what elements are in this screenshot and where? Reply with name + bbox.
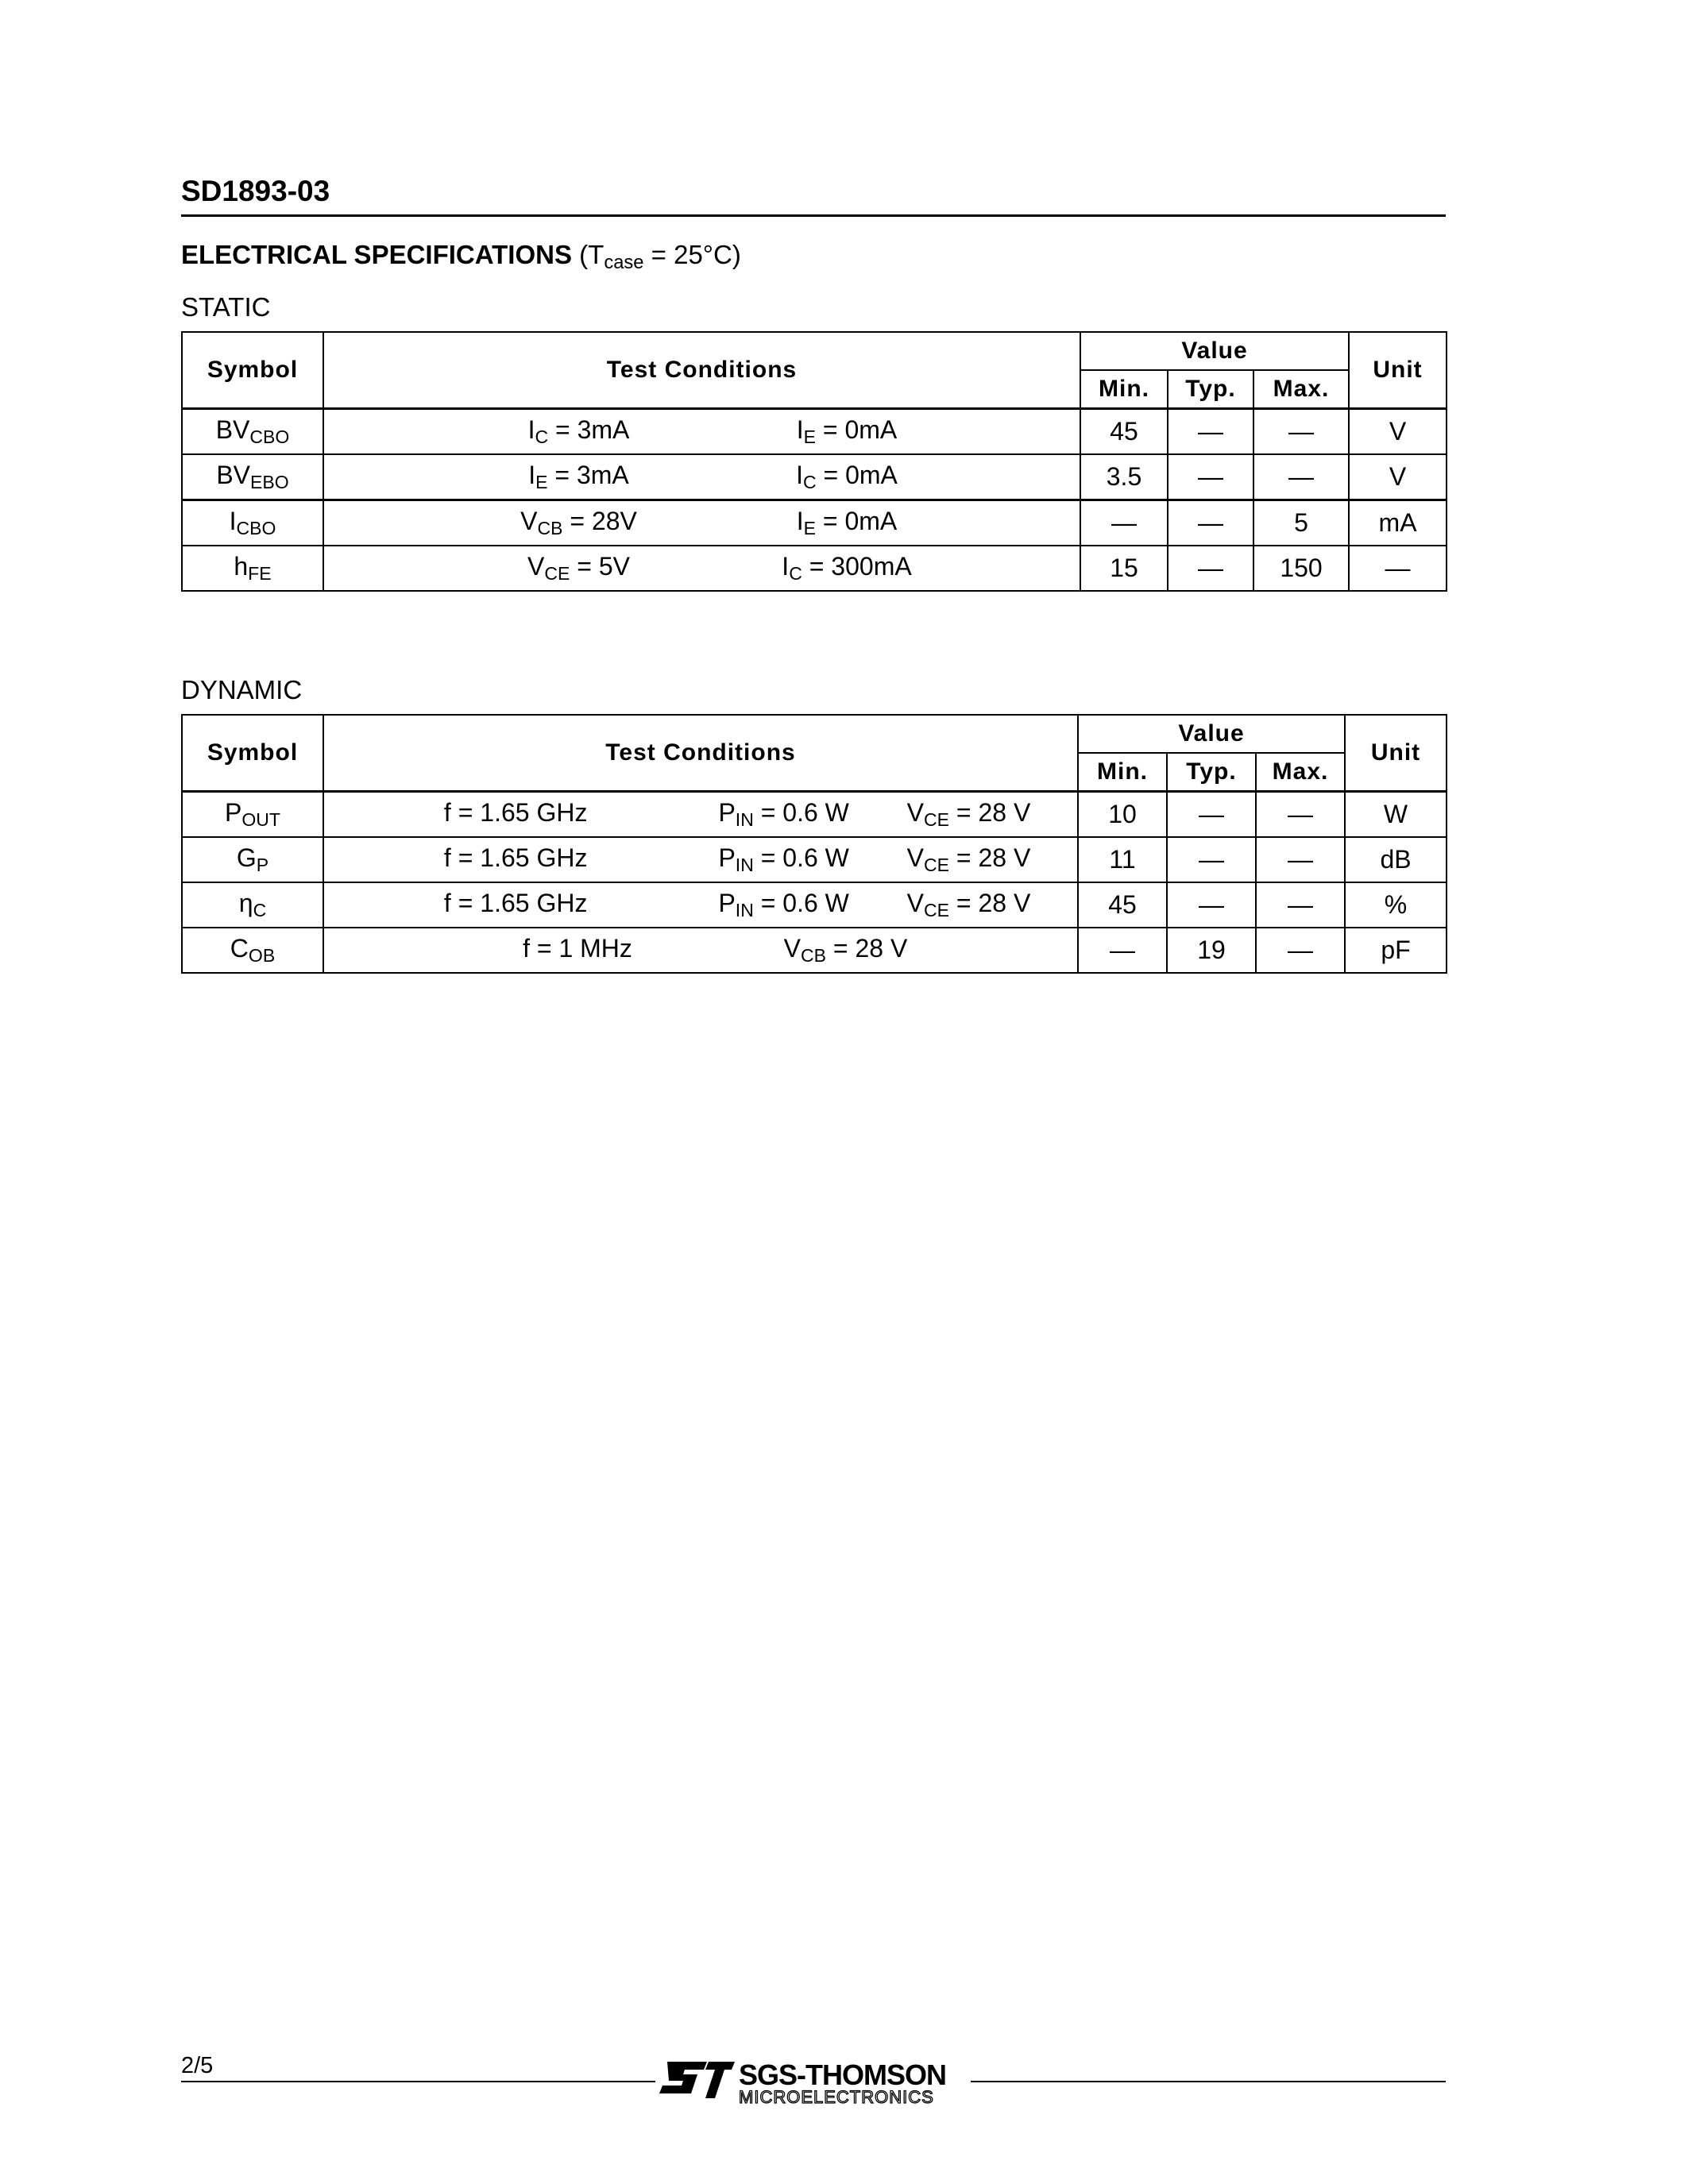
static-table bbox=[181, 331, 1447, 592]
symbol-cell: $BV_{EBO}$ bbox=[182, 454, 323, 500]
dynamic-table bbox=[181, 714, 1447, 974]
header-rule bbox=[181, 214, 1446, 217]
min-cell: 3.5 bbox=[1080, 454, 1168, 500]
conditions-cell: f = 1.65 GHz $P_{IN} = 0.6$ W $V_{CE} = 28$ V bbox=[323, 791, 1078, 837]
max-cell: — bbox=[1256, 837, 1345, 882]
unit-cell: — bbox=[1349, 546, 1447, 591]
conditions-cell: $V_{CE} = 5V$ $I_C = 300mA$ bbox=[323, 546, 1080, 591]
col-typ: Typ. bbox=[1167, 753, 1256, 791]
col-test-conditions: Test Conditions bbox=[323, 715, 1078, 791]
min-cell: 45 bbox=[1078, 882, 1167, 928]
unit-cell: V bbox=[1349, 454, 1447, 500]
min-cell: 15 bbox=[1080, 546, 1168, 591]
page-number: 2/5 bbox=[181, 2053, 214, 2078]
unit-cell: V bbox=[1349, 408, 1447, 454]
logo-name: SGS-THOMSON bbox=[739, 2059, 947, 2091]
min-cell: — bbox=[1078, 928, 1167, 973]
typ-cell: — bbox=[1167, 791, 1256, 837]
dynamic-label: DYNAMIC bbox=[181, 675, 303, 704]
max-cell: — bbox=[1256, 928, 1345, 973]
symbol-cell: $\eta_C$ bbox=[182, 882, 323, 928]
col-max: Max. bbox=[1256, 753, 1345, 791]
col-max: Max. bbox=[1253, 370, 1349, 408]
col-test-conditions: Test Conditions bbox=[323, 332, 1080, 408]
typ-cell: — bbox=[1168, 408, 1253, 454]
typ-cell: 19 bbox=[1167, 928, 1256, 973]
col-unit: Unit bbox=[1345, 715, 1447, 791]
max-cell: — bbox=[1256, 791, 1345, 837]
section-title bbox=[181, 240, 741, 274]
min-cell: 10 bbox=[1078, 791, 1167, 837]
table-row bbox=[182, 546, 1447, 591]
min-cell: 45 bbox=[1080, 408, 1168, 454]
unit-cell: W bbox=[1345, 791, 1447, 837]
typ-cell: — bbox=[1168, 500, 1253, 546]
conditions-cell: $I_C = 3mA$ $I_E = 0mA$ bbox=[323, 408, 1080, 454]
typ-cell: — bbox=[1168, 546, 1253, 591]
typ-cell: — bbox=[1167, 837, 1256, 882]
col-min: Min. bbox=[1080, 370, 1168, 408]
footer-rule-left bbox=[181, 2081, 655, 2082]
conditions-cell: f = 1.65 GHz $P_{IN} = 0.6$ W $V_{CE} = 28$ V bbox=[323, 882, 1078, 928]
col-value: Value bbox=[1078, 715, 1345, 753]
max-cell: — bbox=[1253, 408, 1349, 454]
min-cell: — bbox=[1080, 500, 1168, 546]
conditions-cell: $V_{CB} = 28V$ $I_E = 0mA$ bbox=[323, 500, 1080, 546]
symbol-cell: $I_{CBO}$ bbox=[182, 500, 323, 546]
max-cell: — bbox=[1256, 882, 1345, 928]
section-title-main: ELECTRICAL SPECIFICATIONS bbox=[181, 240, 572, 269]
static-label: STATIC bbox=[181, 292, 271, 322]
unit-cell: mA bbox=[1349, 500, 1447, 546]
conditions-cell: $I_E = 3mA$ $I_C = 0mA$ bbox=[323, 454, 1080, 500]
col-symbol: Symbol bbox=[182, 715, 323, 791]
table-row bbox=[182, 837, 1447, 882]
table-row bbox=[182, 500, 1447, 546]
conditions-cell: f = 1 MHz $V_{CB} = 28$ V bbox=[323, 928, 1078, 973]
col-unit: Unit bbox=[1349, 332, 1447, 408]
st-logo-icon bbox=[659, 2062, 735, 2101]
col-typ: Typ. bbox=[1168, 370, 1253, 408]
table-row bbox=[182, 791, 1447, 837]
footer-rule-right bbox=[971, 2081, 1446, 2082]
symbol-cell: $G_P$ bbox=[182, 837, 323, 882]
col-min: Min. bbox=[1078, 753, 1167, 791]
table-row bbox=[182, 882, 1447, 928]
symbol-cell: $BV_{CBO}$ bbox=[182, 408, 323, 454]
max-cell: 5 bbox=[1253, 500, 1349, 546]
col-symbol: Symbol bbox=[182, 332, 323, 408]
symbol-cell: $C_{OB}$ bbox=[182, 928, 323, 973]
table-row bbox=[182, 408, 1447, 454]
conditions-cell: f = 1.65 GHz $P_{IN} = 0.6$ W $V_{CE} = 28$ V bbox=[323, 837, 1078, 882]
table-row bbox=[182, 454, 1447, 500]
table-row bbox=[182, 928, 1447, 973]
max-cell: — bbox=[1253, 454, 1349, 500]
symbol-cell: $P_{OUT}$ bbox=[182, 791, 323, 837]
symbol-cell: $h_{FE}$ bbox=[182, 546, 323, 591]
unit-cell: dB bbox=[1345, 837, 1447, 882]
unit-cell: % bbox=[1345, 882, 1447, 928]
part-number: SD1893-03 bbox=[181, 175, 330, 207]
typ-cell: — bbox=[1168, 454, 1253, 500]
col-value: Value bbox=[1080, 332, 1349, 370]
typ-cell: — bbox=[1167, 882, 1256, 928]
company-logo bbox=[659, 2059, 961, 2106]
unit-cell: pF bbox=[1345, 928, 1447, 973]
min-cell: 11 bbox=[1078, 837, 1167, 882]
logo-subtitle: MICROELECTRONICS bbox=[739, 2087, 934, 2107]
section-title-condition: $(T_{case} = 25^\circ C)$ bbox=[579, 240, 741, 273]
max-cell: 150 bbox=[1253, 546, 1349, 591]
